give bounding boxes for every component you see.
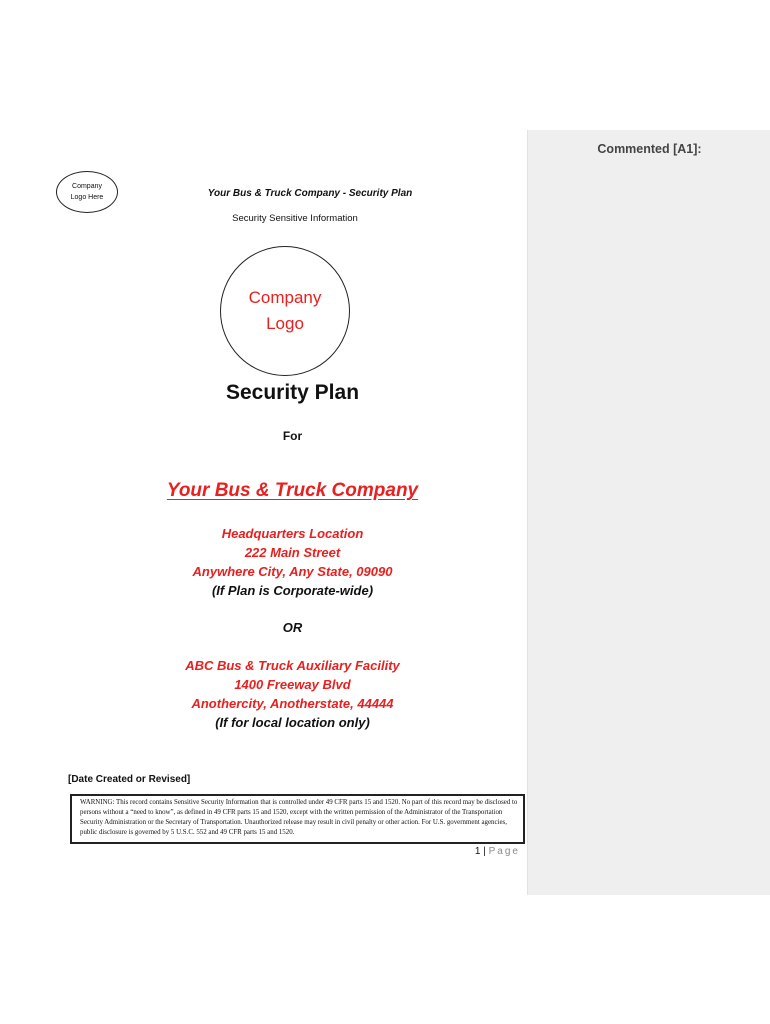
document-title: Security Plan xyxy=(225,381,360,404)
hq-note: (If Plan is Corporate-wide) xyxy=(211,583,374,598)
small-logo-line2: Logo Here xyxy=(70,194,104,201)
aux-city: Anothercity, Anotherstate, 44444 xyxy=(191,696,394,711)
hq-street: 222 Main Street xyxy=(244,545,341,560)
date-field: [Date Created or Revised] xyxy=(68,774,191,785)
company-name: Your Bus & Truck Company xyxy=(166,480,419,501)
for-label: For xyxy=(282,429,303,443)
auxiliary-address xyxy=(120,656,465,732)
comment-header: Commented [A1]: xyxy=(597,142,702,156)
page-number-value: 1 xyxy=(474,846,481,857)
small-logo-placeholder xyxy=(56,171,118,213)
or-separator: OR xyxy=(282,620,303,635)
page-word: Page xyxy=(488,846,520,857)
aux-note: (If for local location only) xyxy=(215,715,370,730)
company-logo-placeholder xyxy=(220,246,350,376)
aux-label: ABC Bus & Truck Auxiliary Facility xyxy=(185,658,400,673)
comment-pane[interactable] xyxy=(527,130,770,895)
logo-line1: Company xyxy=(248,288,322,307)
hq-city: Anywhere City, Any State, 09090 xyxy=(192,564,393,579)
aux-street: 1400 Freeway Blvd xyxy=(234,677,351,692)
logo-line2: Logo xyxy=(266,314,304,333)
header-title: Your Bus & Truck Company - Security Plan xyxy=(207,188,413,199)
page-number xyxy=(440,846,520,857)
header-subtitle: Security Sensitive Information xyxy=(232,213,358,224)
ssi-warning-box: WARNING: This record contains Sensitive Security Information that is controlled under 49 CFR parts 15 and 1520. No part of this record may be disclosed to persons without a “need to know”, as defined in 49 CFR parts 15 and 1520, except with the written permission of the Administrator of the Transportation Security Administration or the Secretary of Transportation. Unauthorized release may result in civil penalty or other action. For U.S. government agencies, public disclosure is governed by 5 U.S.C. 552 and 49 CFR parts 15 and 1520. xyxy=(70,794,525,844)
headquarters-address xyxy=(120,524,465,600)
small-logo-line1: Company xyxy=(72,183,102,190)
hq-label: Headquarters Location xyxy=(221,526,364,541)
page-separator: | xyxy=(483,846,486,857)
